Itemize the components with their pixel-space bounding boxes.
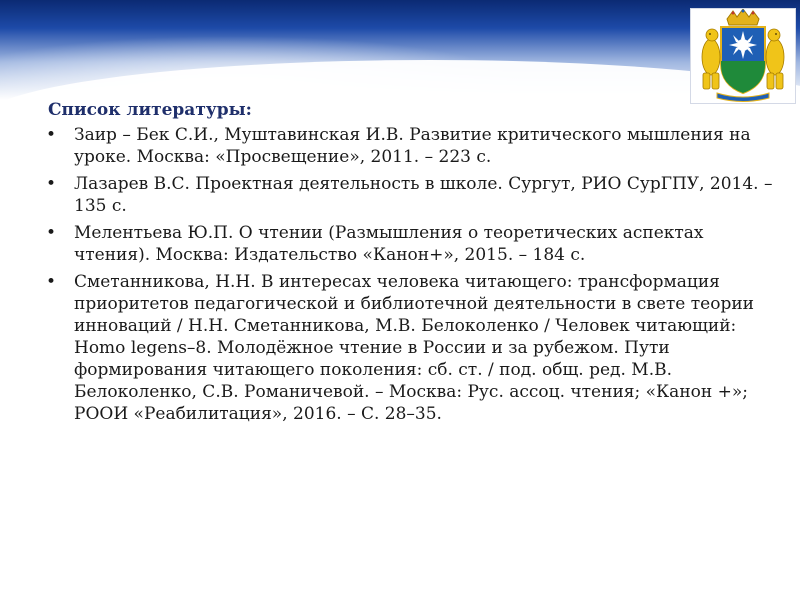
- references-section: [44, 100, 774, 430]
- bullet-icon: •: [45, 125, 57, 145]
- references-title: Список литературы:: [48, 100, 252, 120]
- bullet-icon: •: [45, 174, 57, 194]
- reference-text: Мелентьева Ю.П. О чтении (Размышления о теоретических аспектах чтения). Москва: Издательство «Канон+», 2015. – 184 с.: [74, 223, 704, 265]
- bullet-icon: •: [45, 223, 57, 243]
- bullet-icon: •: [45, 272, 57, 292]
- reference-item: [44, 173, 774, 217]
- reference-item: [44, 271, 774, 425]
- reference-item: [44, 222, 774, 266]
- reference-text: Сметанникова, Н.Н. В интересах человека читающего: трансформация приоритетов педагогической и библиотечной деятельности в свете теории инноваций / Н.Н. Сметанникова, М.В. Белоколенко / Человек читающий: Homo legens–8. Молодёжное чтение в России и за рубежом. Пути формирования читающего поколения: сб. ст. / под. общ. ред. М.В. Белоколенко, С.В. Романичевой. – Москва: Рус. ассоц. чтения; «Канон +»; РООИ «Реабилитация», 2016. – С. 28–35.: [74, 272, 754, 424]
- references-list: [44, 124, 774, 425]
- reference-text: Лазарев В.С. Проектная деятельность в школе. Сургут, РИО СурГПУ, 2014. – 135 с.: [74, 174, 773, 216]
- reference-item: [44, 124, 774, 168]
- coat-of-arms-icon: [691, 9, 795, 103]
- coat-of-arms-logo: [690, 8, 796, 104]
- reference-text: Заир – Бек С.И., Муштавинская И.В. Развитие критического мышления на уроке. Москва: «Просвещение», 2011. – 223 с.: [74, 125, 751, 167]
